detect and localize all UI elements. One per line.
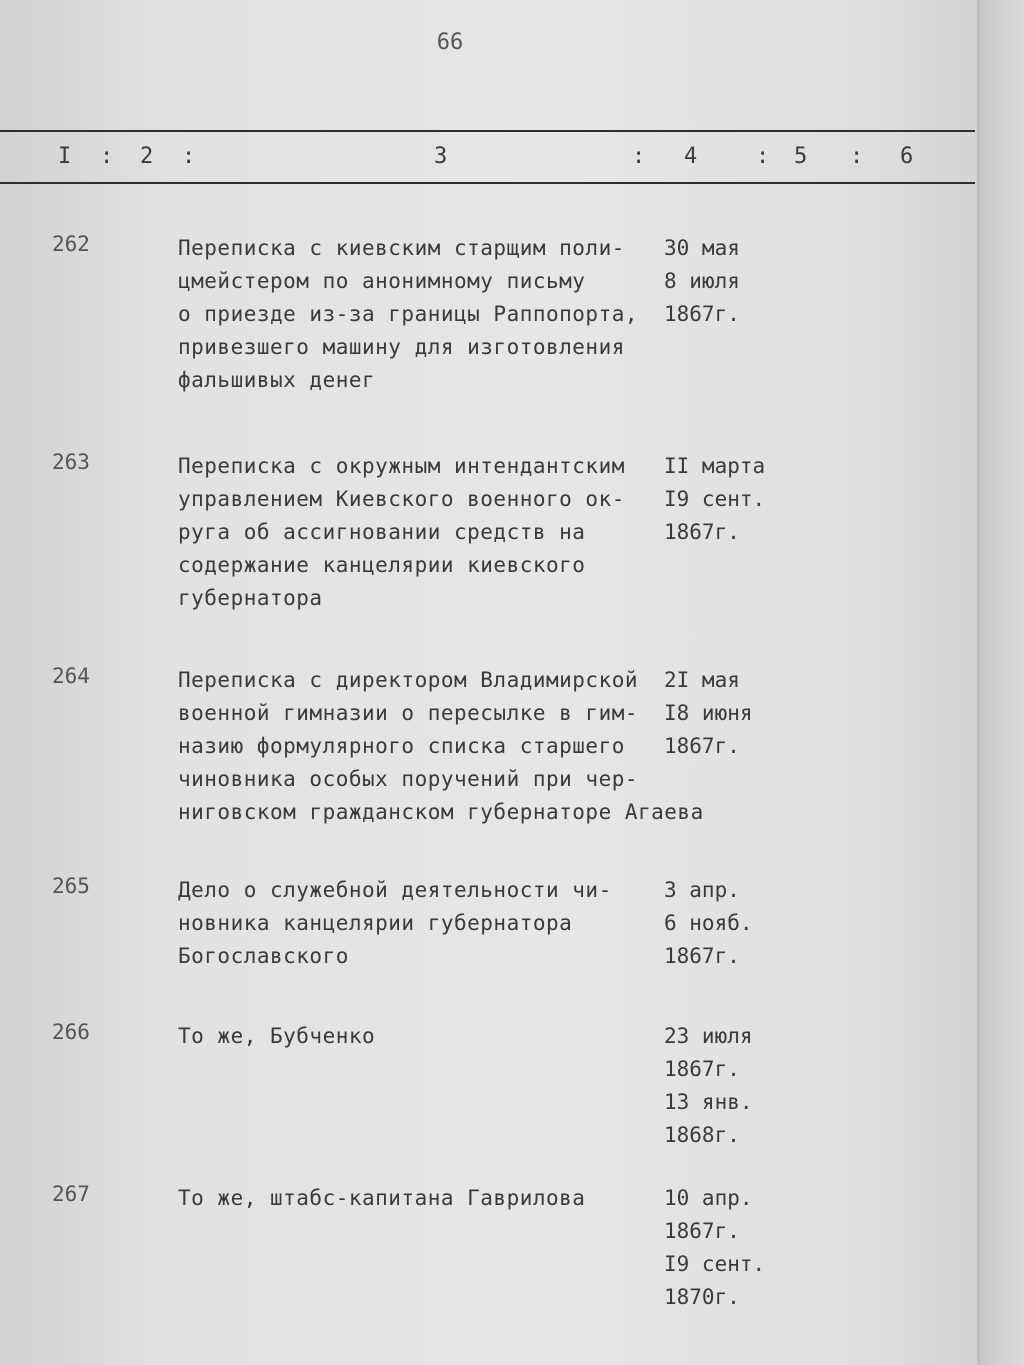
date-line: 2I мая [664, 668, 740, 692]
item-dates [664, 232, 804, 331]
date-line: 10 апр. [664, 1186, 753, 1210]
item-dates [664, 664, 804, 763]
description-line: о приезде из-за границы Раппопорта, [178, 302, 639, 326]
description-line: назию формулярного списка старшего [178, 734, 625, 758]
column-header-row [0, 140, 975, 180]
item-description [178, 232, 668, 397]
column-separator: : [182, 144, 196, 169]
date-line: I9 сент. [664, 1252, 766, 1276]
description-line: То же, штабс-капитана Гаврилова [178, 1186, 586, 1210]
date-line: 1867г. [664, 1057, 740, 1081]
description-line: привезшего машину для изготовления [178, 335, 625, 359]
date-line: 13 янв. [664, 1090, 753, 1114]
item-number: 263 [52, 450, 90, 474]
page-edge [977, 0, 980, 1365]
description-line: цмейстером по анонимному письму [178, 269, 586, 293]
column-separator: : [632, 144, 646, 169]
date-line: 30 мая [664, 236, 740, 260]
date-line: 1870г. [664, 1285, 740, 1309]
description-line: Богославского [178, 944, 349, 968]
column-separator: : [850, 144, 864, 169]
item-number: 265 [52, 874, 90, 898]
description-line: То же, Бубченко [178, 1024, 376, 1048]
item-description [178, 1020, 668, 1053]
description-line: Переписка с окружным интендантским [178, 454, 625, 478]
description-line: управлением Киевского военного ок- [178, 487, 625, 511]
item-dates [664, 874, 804, 973]
description-line: военной гимназии о пересылке в гим- [178, 701, 639, 725]
item-dates [664, 1020, 804, 1152]
date-line: I8 июня [664, 701, 753, 725]
description-line: руга об ассигновании средств на [178, 520, 586, 544]
column-separator: : [756, 144, 770, 169]
item-number: 264 [52, 664, 90, 688]
column-header-1: I [58, 144, 72, 169]
column-header-4: 4 [684, 144, 698, 169]
description-line: новника канцелярии губернатора [178, 911, 573, 935]
page-number: 66 [436, 30, 464, 55]
date-line: 1867г. [664, 302, 740, 326]
date-line: 23 июля [664, 1024, 753, 1048]
description-line: ниговском гражданском губернаторе Агаева [178, 800, 704, 824]
description-line: содержание канцелярии киевского [178, 553, 586, 577]
item-description [178, 1182, 668, 1215]
item-number: 262 [52, 232, 90, 256]
column-header-2: 2 [140, 144, 154, 169]
date-line: 1868г. [664, 1123, 740, 1147]
item-number: 267 [52, 1182, 90, 1206]
date-line: 6 нояб. [664, 911, 753, 935]
column-header-6: 6 [900, 144, 914, 169]
date-line: 1867г. [664, 944, 740, 968]
date-line: II марта [664, 454, 766, 478]
description-line: фальшивых денег [178, 368, 376, 392]
date-line: I9 сент. [664, 487, 766, 511]
description-line: Переписка с киевским старщим поли- [178, 236, 625, 260]
date-line: 1867г. [664, 1219, 740, 1243]
description-line: губернатора [178, 586, 323, 610]
item-dates [664, 450, 804, 549]
description-line: чиновника особых поручений при чер- [178, 767, 639, 791]
date-line: 1867г. [664, 734, 740, 758]
item-number: 266 [52, 1020, 90, 1044]
date-line: 1867г. [664, 520, 740, 544]
page-edge-shadow [980, 0, 1024, 1365]
column-header-5: 5 [794, 144, 808, 169]
item-description [178, 874, 668, 973]
item-dates [664, 1182, 804, 1314]
item-description [178, 450, 668, 615]
date-line: 3 апр. [664, 878, 740, 902]
header-rule-bottom [0, 182, 975, 184]
header-rule-top [0, 130, 975, 132]
description-line: Дело о служебной деятельности чи- [178, 878, 612, 902]
column-separator: : [100, 144, 114, 169]
date-line: 8 июля [664, 269, 740, 293]
description-line: Переписка с директором Владимирской [178, 668, 639, 692]
column-header-3: 3 [434, 144, 448, 169]
